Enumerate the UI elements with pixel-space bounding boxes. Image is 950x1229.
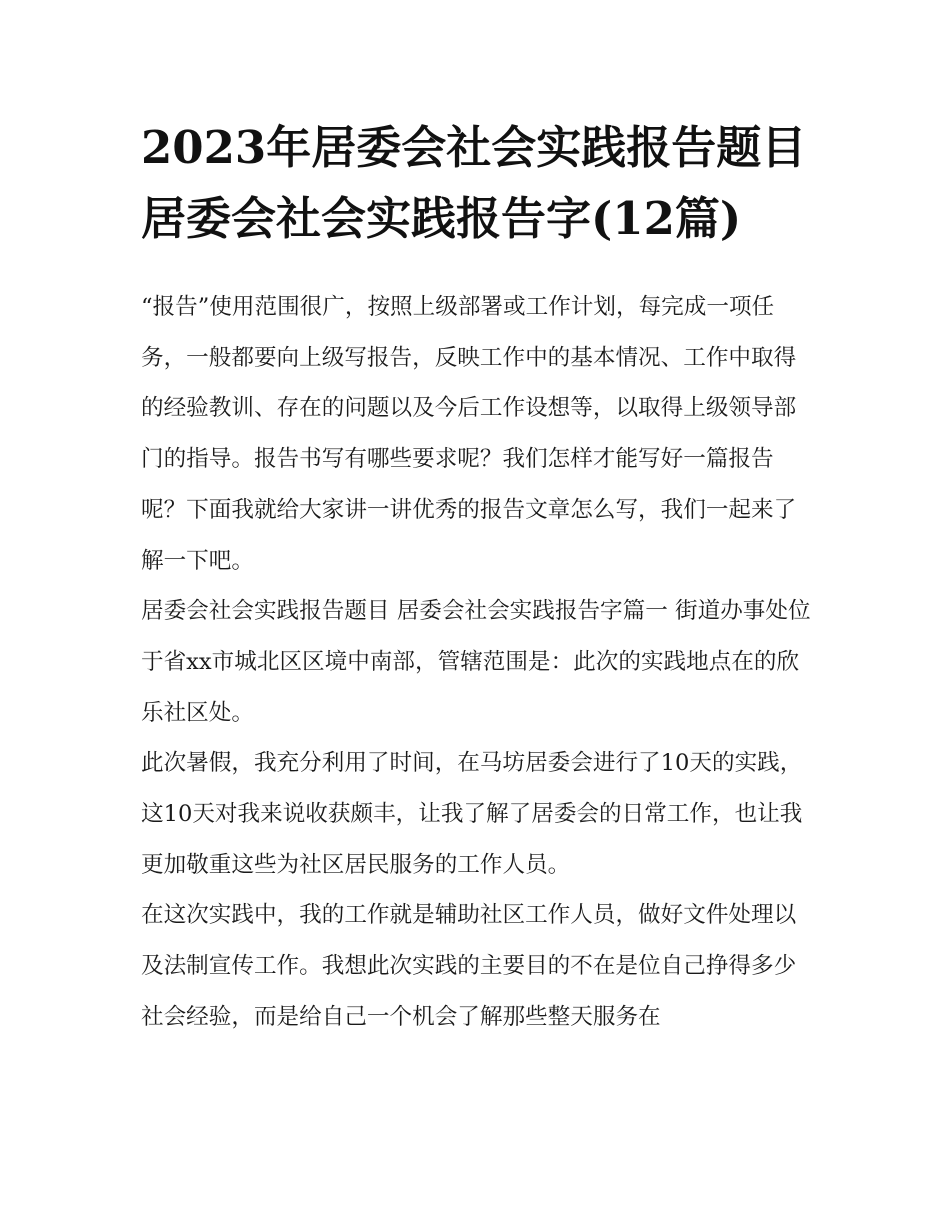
paragraph: 居委会社会实践报告题目 居委会社会实践报告字篇一 街道办事处位于省xx市城北区区境中南部，管辖范围是：此次的实践地点在的欣乐社区处。 [141,598,811,726]
paragraph: 此次暑假，我充分利用了时间，在马坊居委会进行了10天的实践，这10天对我来说收获颇丰，让我了解了居委会的日常工作，也让我更加敬重这些为社区居民服务的工作人员。 [141,750,803,878]
document-title: 2023年居委会社会实践报告题目 居委会社会实践报告字(12篇) [141,121,822,245]
document-page [141,112,822,1043]
paragraph: “报告”使用范围很广，按照上级部署或工作计划，每完成一项任务，一般都要向上级写报告，反映工作中的基本情况、工作中取得的经验教训、存在的问题以及今后工作设想等，以取得上级领导部门的指导。报告书写有哪些要求呢？我们怎样才能写好一篇报告呢？下面我就给大家讲一讲优秀的报告文章怎么写，我们一起来了解一下吧。 [141,294,797,574]
paragraph: 在这次实践中，我的工作就是辅助社区工作人员，做好文件处理以及法制宣传工作。我想此次实践的主要目的不在是位自己挣得多少社会经验，而是给自己一个机会了解那些整天服务在 [141,902,797,1030]
document-body [141,282,813,1043]
